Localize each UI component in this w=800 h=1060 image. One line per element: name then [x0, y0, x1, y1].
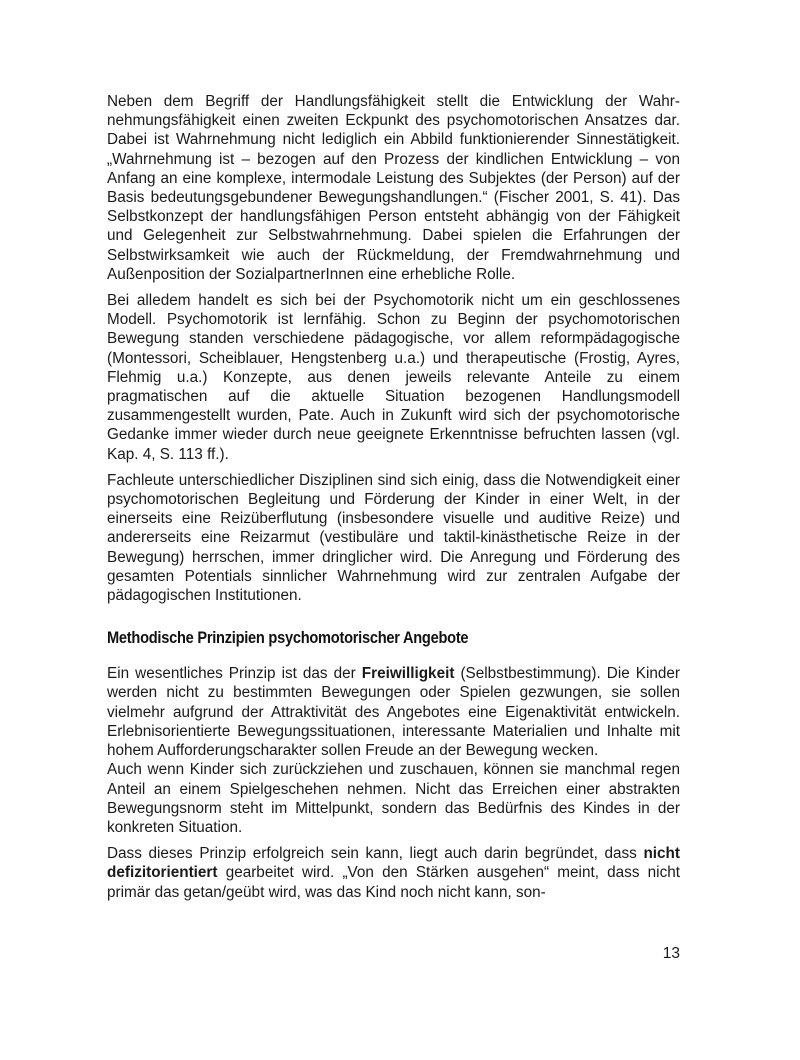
text-run: (Selbstbestimmung). Die Kinder werden nicht zu bestimmten Bewegungen oder Spielen gezwungen, sie sollen vielmehr aufgrund der Attraktivität des Angebotes eine Eigenaktivität entwickeln. Erlebnisorientierte Bewegungssituationen, interessante Materialien und Inhalte mit hohem Aufforderungscharakter sollen Freude an der Bewegung wecken.: [107, 665, 680, 760]
paragraph-withdrawal: Auch wenn Kinder sich zurückziehen und zuschauen, können sie manchmal regen Anteil an einem Spielgeschehen nehmen. Nicht das Erreichen einer abstrakten Bewegungsnorm steht im Mittelpunkt, sondern das Bedürfnis des Kindes in der konkreten Situation.: [107, 761, 680, 836]
section-heading: Methodische Prinzipien psychomotorischer Angebote: [107, 628, 469, 648]
text-run: Dass dieses Prinzip erfolgreich sein kann, liegt auch darin begründet, dass: [107, 845, 644, 863]
text-run: gearbeitet wird. „Von den Stärken ausgehen“ meint, dass nicht primär das getan/geübt wird, was das Kind noch nicht kann, son-: [107, 864, 680, 901]
text-run: Ein wesentliches Prinzip ist das der: [107, 665, 362, 683]
page-number: 13: [662, 945, 680, 962]
paragraph-experts: Fachleute unterschiedlicher Disziplinen sind sich einig, dass die Notwendigkeit einer psychomotorischen Begleitung und Förderung der Kinder in einer Welt, in der einerseits eine Reizüberflutung (insbesondere visuelle und auditive Reize) und andererseits eine Reizarmut (vestibuläre und taktil-kinästhetische Reize in der Bewegung) herrschen, immer dringlicher wird. Die Anregung und Förderung des gesamten Potentials sinnlicher Wahrnehmung wird zur zentralen Aufgabe der pädagogischen Institutionen.: [107, 471, 680, 605]
paragraph-strengths: [107, 844, 680, 902]
page-body: [107, 92, 680, 902]
paragraph-open-model: Bei alledem handelt es sich bei der Psychomotorik nicht um ein geschlossenes Modell. Psychomotorik ist lernfähig. Schon zu Beginn der psychomotorischen Bewegung standen verschiedene pädagogische, vor allem reformpädagogische (Montessori, Scheiblauer, Hengstenberg u.a.) und therapeutische (Frostig, Ayres, Flehmig u.a.) Konzepte, aus denen jeweils relevante Anteile zu einem pragmatischen auf die aktuelle Situation bezogenen Handlungsmodell zusammengestellt wurden, Pate. Auch in Zukunft wird sich der psychomotorische Gedanke immer wieder durch neue geeignete Erkenntnisse befruchten lassen (vgl. Kap. 4, S. 113 ff.).: [107, 292, 680, 463]
bold-term-freiwilligkeit: Freiwilligkeit: [361, 665, 455, 683]
paragraph-voluntariness: [107, 664, 680, 760]
bold-term-nicht-defizitorientiert: nicht defizitorientiert: [107, 845, 680, 882]
paragraph-perception: Neben dem Begriff der Handlungsfähigkeit stellt die Entwicklung der Wahrnehmungsfähigkeit einen zweiten Eckpunkt des psychomotorischen Ansatzes dar. Dabei ist Wahrnehmung nicht lediglich ein Abbild funktionierender Sinnestätigkeit. „Wahrnehmung ist – bezogen auf den Prozess der kindlichen Entwicklung – von Anfang an eine komplexe, intermodale Leistung des Subjektes (der Person) auf der Basis bedeutungsgebundener Bewegungshandlungen.“ (Fischer 2001, S. 41). Das Selbstkonzept der handlungsfähigen Person entsteht abhängig von der Fähigkeit und Gelegenheit zur Selbstwahrnehmung. Dabei spielen die Erfahrungen der Selbstwirksamkeit wie auch der Rückmeldung, der Fremdwahrnehmung und Außenposition der SozialpartnerInnen eine erhebliche Rolle.: [107, 93, 680, 283]
